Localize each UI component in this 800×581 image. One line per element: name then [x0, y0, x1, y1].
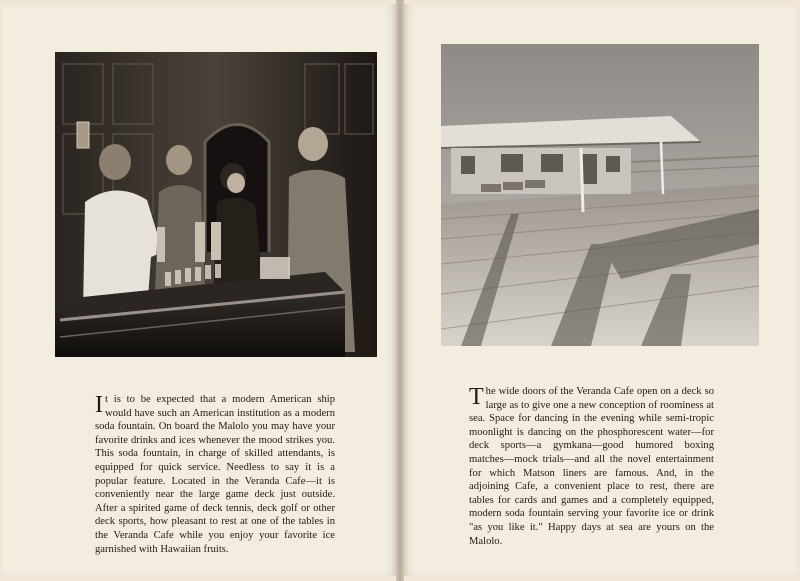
deck-photo — [441, 44, 759, 346]
book-gutter — [396, 0, 404, 581]
dropcap-letter: I — [95, 392, 103, 418]
paragraph-text: he wide doors of the Veranda Cafe open on a deck so large as to give one a new conception of roominess at sea. Space for dancing in the evening while semi-tropic moonlight is dancing on the phosphorescent water—for deck sports—a gymkana—good humored boxing matches—mock trials—and all the novel entertainment for which Matson liners are famous. And, in the adjoining Cafe, a convenient place to rest, there are tables for cards and games and a completely equipped, modern soda fountain serving your favorite ice or drink "as you like it." Happy days at sea are yours on the Malolo. — [469, 386, 714, 547]
deck-paragraph — [469, 385, 714, 548]
left-page — [3, 4, 396, 576]
soda-fountain-photo — [55, 52, 377, 357]
soda-fountain-paragraph — [95, 393, 335, 556]
paragraph-text: t is to be expected that a modern American ship would have such an American institution as a modern soda fountain. On board the Malolo you may have your favorite drinks and ices whenever the mood strikes you. This soda fountain, in charge of skilled attendants, is equipped for quick service. Needless to say it is a popular feature. Located in the Veranda Cafe—it is conveniently near the large game deck just outside. After a spirited game of deck tennis, deck golf or other deck sports, how pleasant to rest at one of the tables in the Veranda Cafe while you enjoy your favorite ice garnished with Hawaiian fruits. — [95, 394, 335, 555]
right-page — [404, 4, 796, 576]
dropcap-letter: T — [469, 384, 484, 410]
